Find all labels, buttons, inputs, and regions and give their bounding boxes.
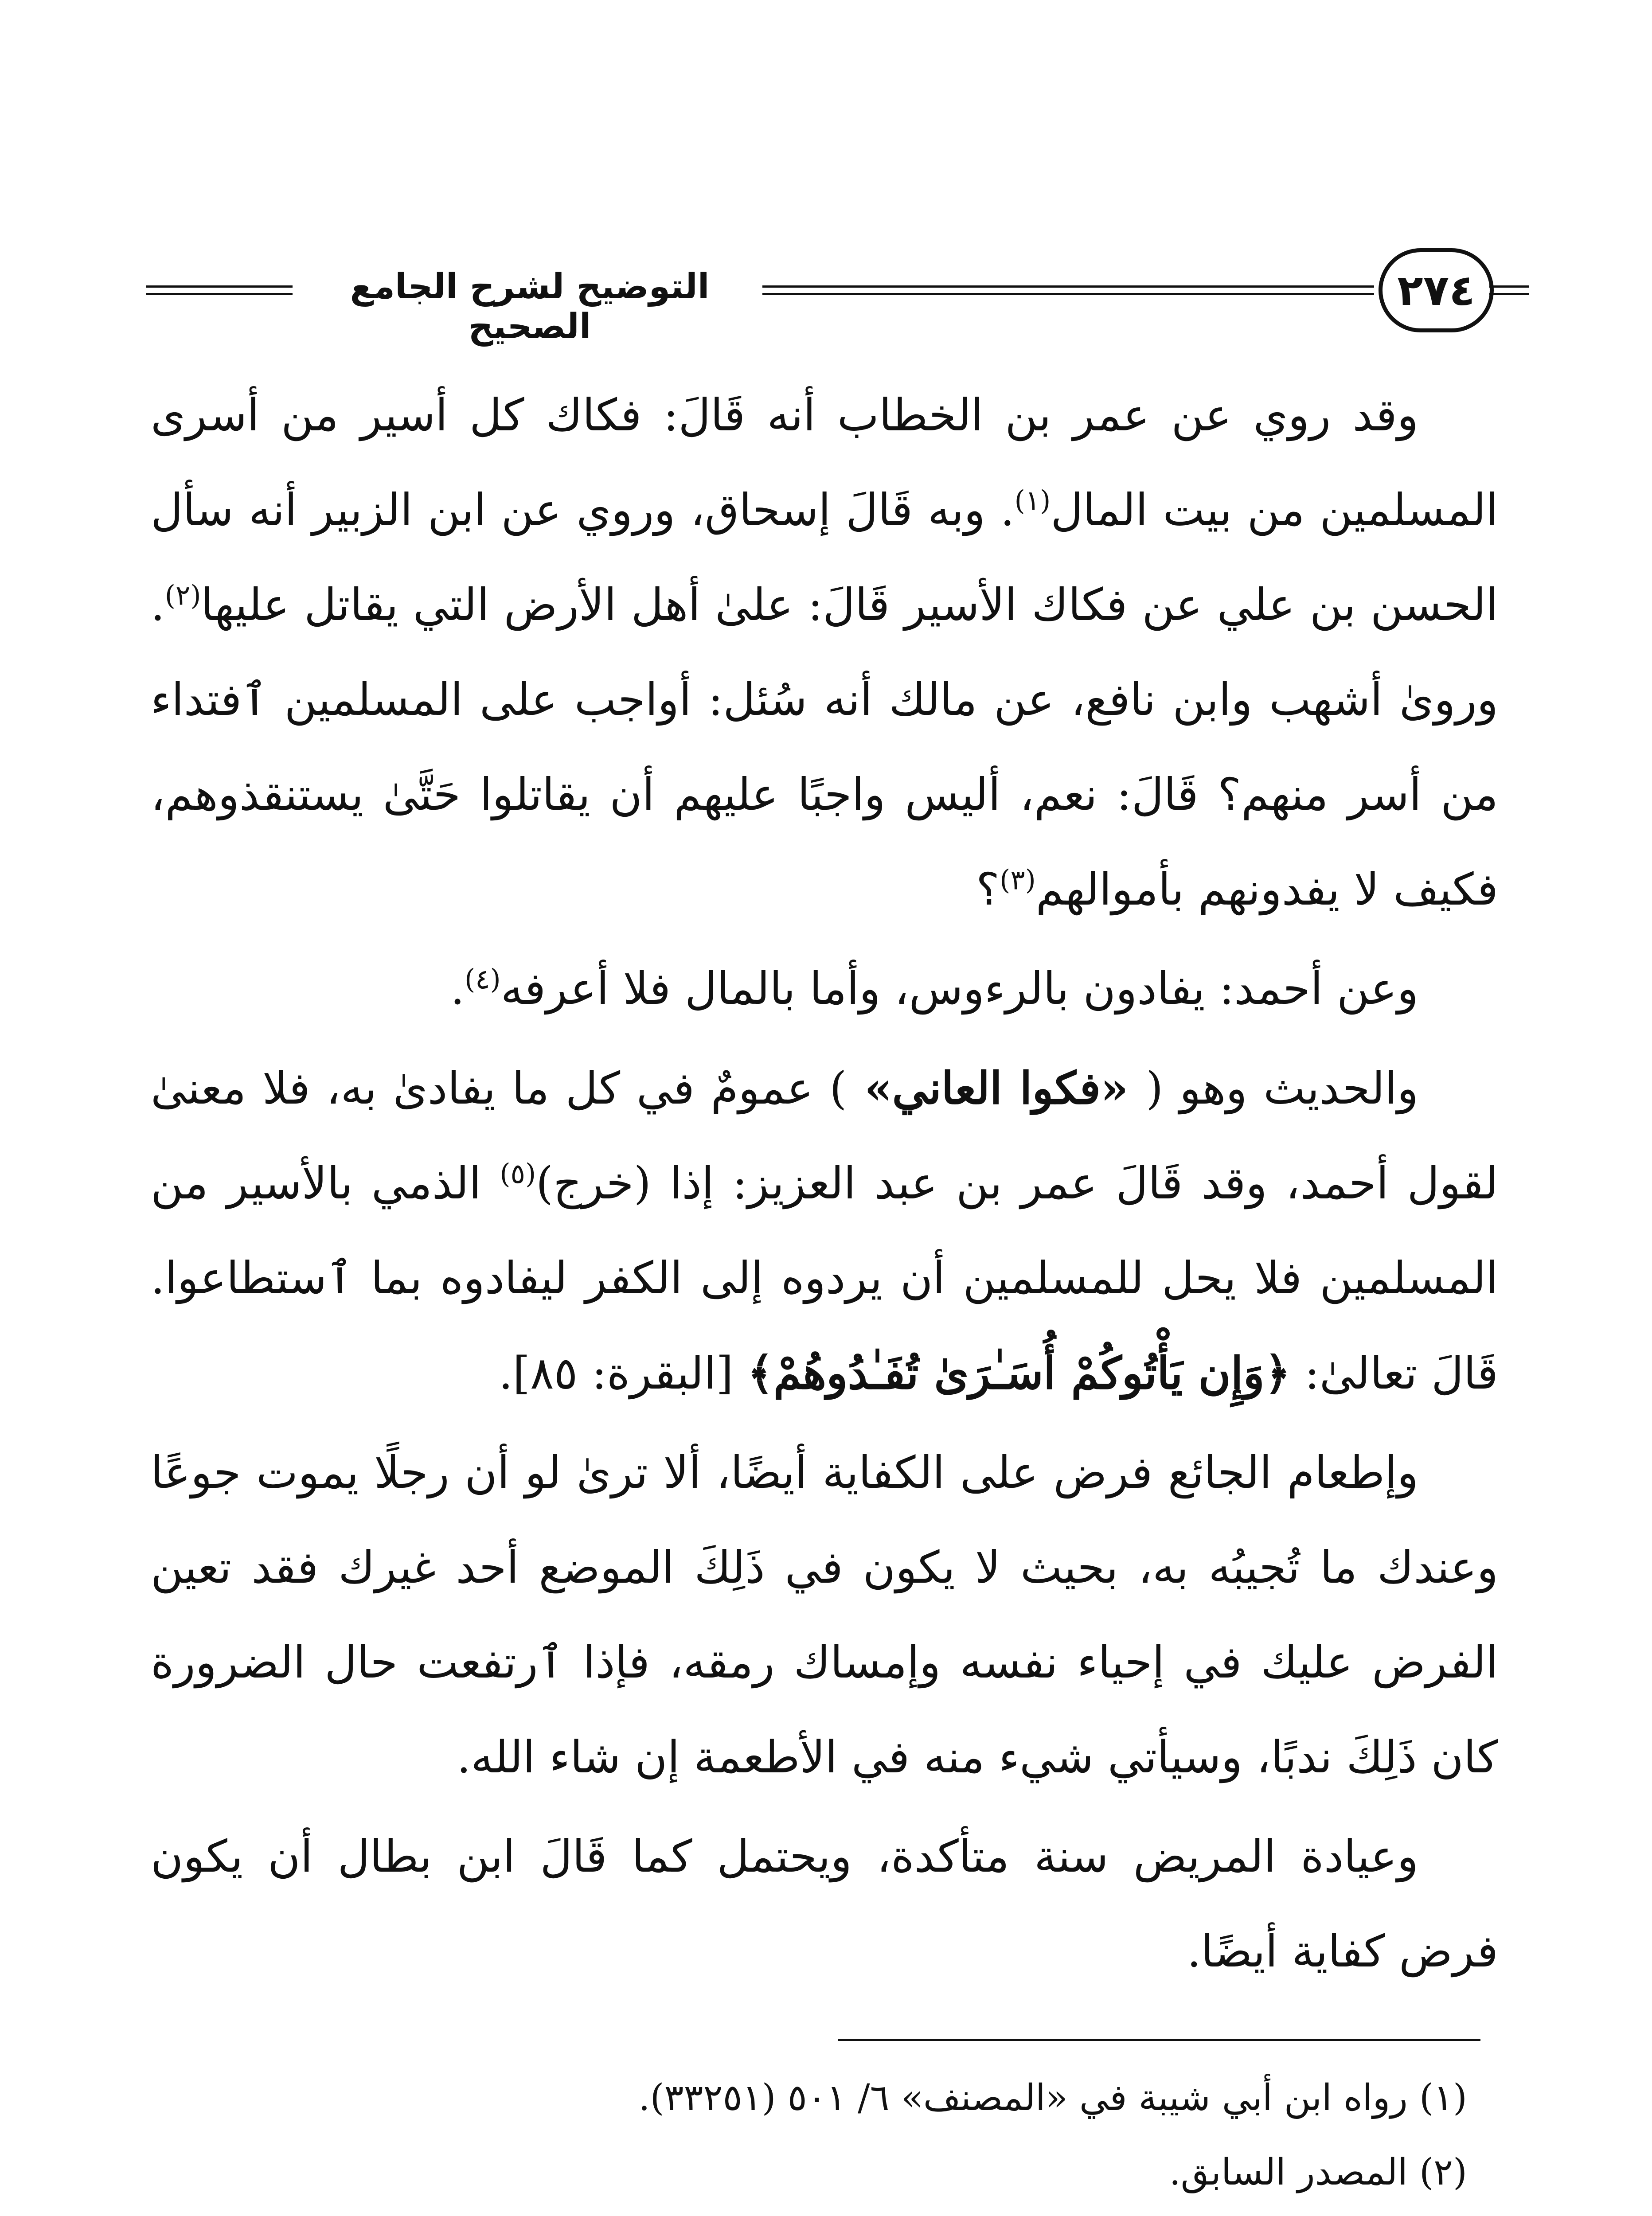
paragraph-text: الذمي بالأسير من المسلمين فلا يحل للمسلمين أن يردوه إلى الكفر ليفادوه بما ٱستطاعوا. قَالَ تعالىٰ: <box>151 1157 1498 1399</box>
footnote-ref-3: (٣) <box>1000 863 1036 896</box>
quran-verse: ﴿وَإِن يَأْتُوكُمْ أُسَـٰرَىٰ تُفَـٰدُوهُمْ﴾ <box>747 1347 1291 1399</box>
paragraph-text: ؟ <box>976 863 1000 915</box>
paragraph-text: . وبه قَالَ إسحاق، وروي عن ابن الزبير أنه سأل الحسن بن علي عن فكاك الأسير قَالَ: علىٰ أهل الأرض التي يقاتل عليها <box>151 484 1498 631</box>
footnote-1: (١) رواه ابن أبي شيبة في «المصنف» ٦/ ٥٠١ (٣٣٢٥١). <box>638 2077 1467 2119</box>
footnote-ref-1: (١) <box>1014 484 1051 517</box>
paragraph-text: وإطعام الجائع فرض على الكفاية أيضًا، ألا ترىٰ لو أن رجلًا يموت جوعًا وعندك ما تُجيبُه به، بحيث لا يكون في ذَلِكَ الموضع أحد غيرك فقد تعين الفرض عليك في إحياء نفسه وإمساك رمقه، فإذا ٱرتفعت حال الضرورة كان ذَلِكَ ندبًا، وسيأتي شيء منه في الأطعمة إن شاء الله. <box>151 1447 1498 1783</box>
footnotes <box>151 2061 1498 2216</box>
footnote-2: (٢) المصدر السابق. <box>1169 2151 1467 2193</box>
footnote-ref-4: (٤) <box>465 963 501 995</box>
paragraph-text: وعن أحمد: يفادون بالرءوس، وأما بالمال فلا أعرفه <box>500 963 1418 1014</box>
header-rule-right <box>1489 285 1529 295</box>
paragraph-2 <box>151 941 1498 1036</box>
paragraph-text: والحديث وهو ( <box>1146 1062 1419 1114</box>
paragraph-4 <box>151 1425 1498 1805</box>
paragraph-3 <box>151 1041 1498 1421</box>
paragraph-5 <box>151 1809 1498 1999</box>
header-rule-middle <box>762 285 1374 295</box>
running-title: التوضيح لشرح الجامع الصحيح <box>350 267 710 347</box>
page-header <box>146 230 1494 346</box>
paragraph-text: وعيادة المريض سنة متأكدة، ويحتمل كما قَالَ ابن بطال أن يكون فرض كفاية أيضًا. <box>151 1830 1498 1977</box>
quran-citation: [البقرة: ٨٥]. <box>499 1347 748 1399</box>
header-rule-left <box>146 285 293 295</box>
main-text <box>151 368 1498 2003</box>
paragraph-text: وقد روي عن عمر بن الخطاب أنه قَالَ: فكاك كل أسير من أسرى المسلمين من بيت المال <box>151 389 1498 536</box>
paragraph-1 <box>151 368 1498 937</box>
footnote-3 <box>151 2210 1498 2216</box>
footnote-separator <box>838 2039 1480 2041</box>
paragraph-text: . وروىٰ أشهب وابن نافع، عن مالك أنه سُئل: أواجب على المسلمين ٱفتداء من أسر منهم؟ قَالَ: نعم، أليس واجبًا عليهم أن يقاتلوا حَتَّىٰ يستنقذوهم، فكيف لا يفدونهم بأموالهم <box>151 579 1498 915</box>
hadith-quote: «فكوا العاني» <box>847 1062 1146 1114</box>
page-number: ٢٧٤ <box>1379 248 1494 332</box>
paragraph-text: ) عمومٌ في كل ما يفادىٰ به، فلا معنىٰ لقول أحمد، وقد قَالَ عمر بن عبد العزيز: إذا (خرج) <box>151 1062 1498 1209</box>
footnote-ref-5: (٥) <box>500 1157 536 1190</box>
footnote-ref-2: (٢) <box>164 579 201 612</box>
paragraph-text: . <box>450 963 465 1014</box>
